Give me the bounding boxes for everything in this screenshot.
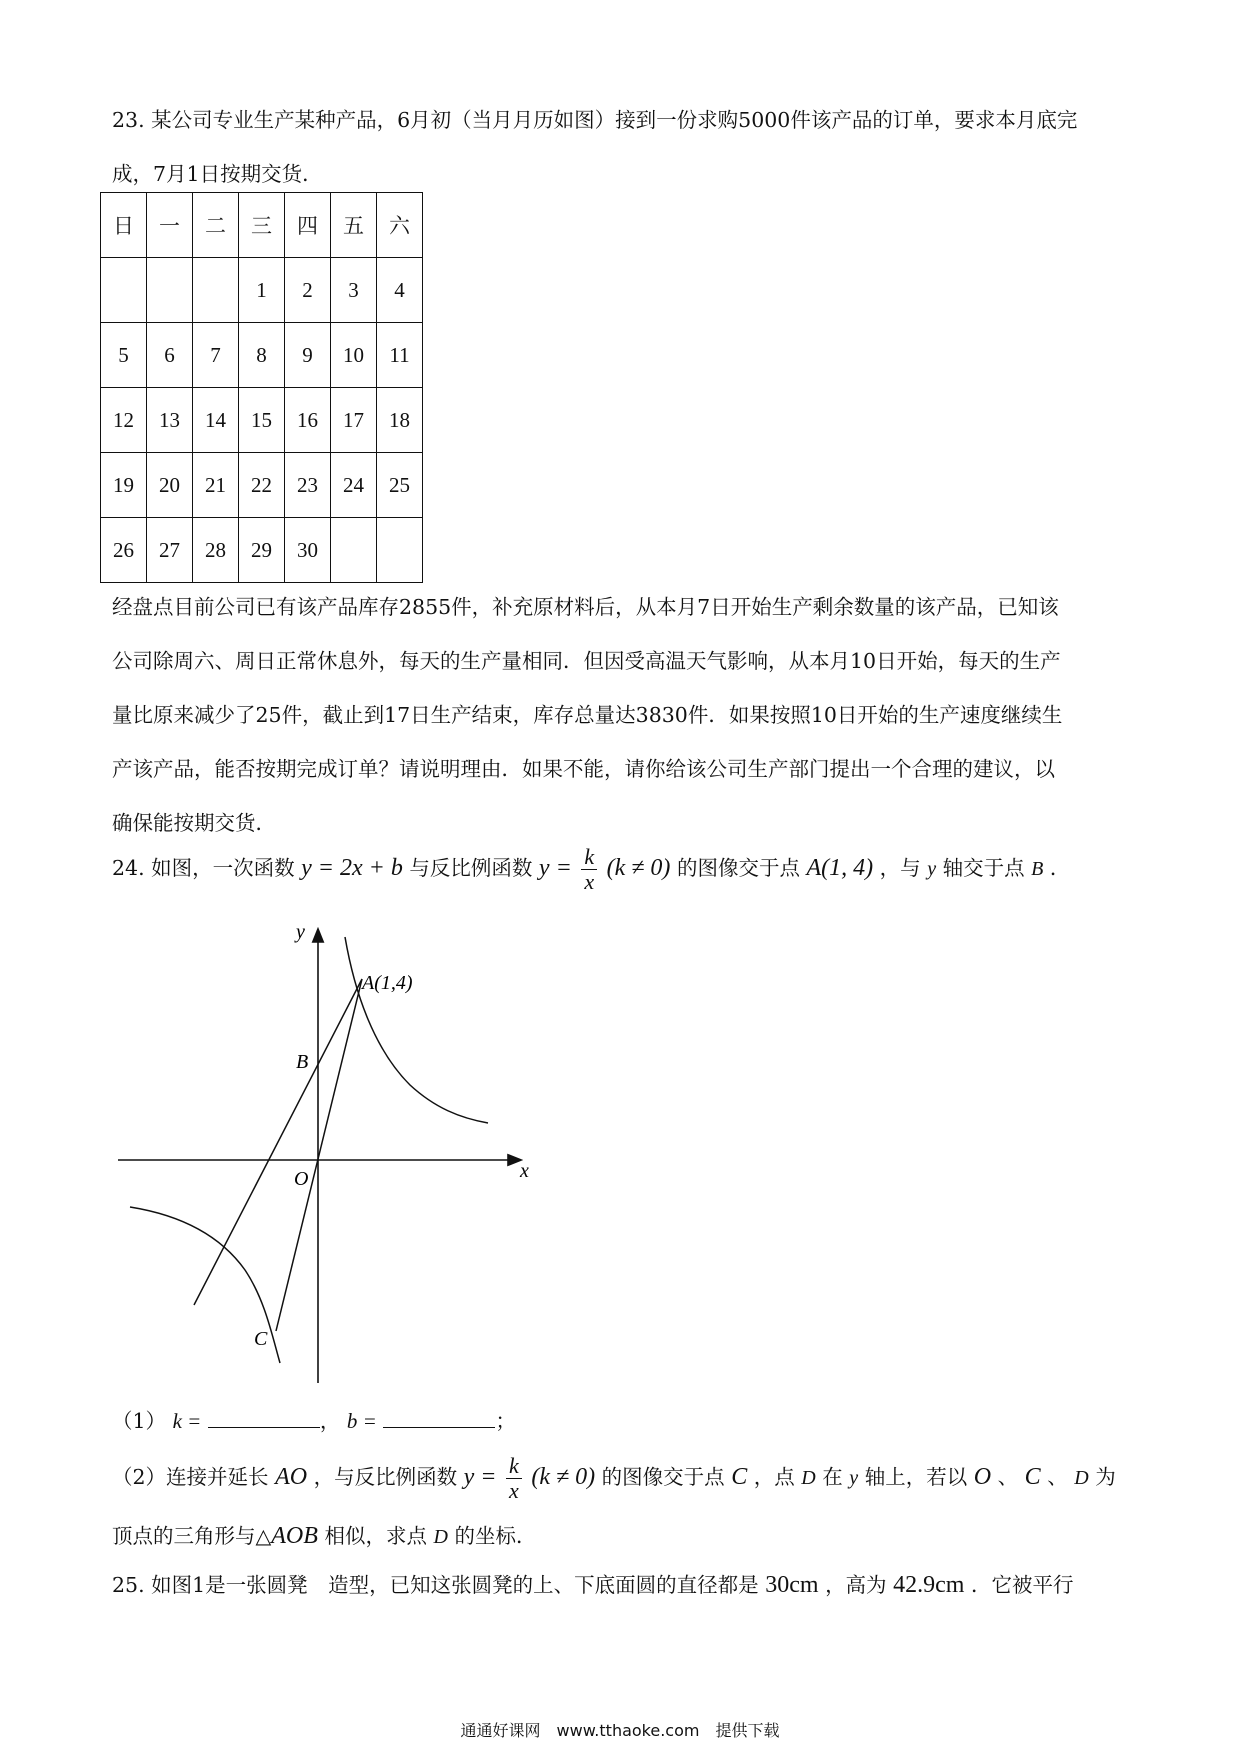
part2-line2-a: 顶点的三角形与 <box>112 1524 256 1548</box>
calendar-week-row <box>101 518 423 583</box>
q25-diameter: 30cm <box>765 1572 819 1598</box>
calendar-week-row <box>101 258 423 323</box>
part1-prefix: （1） <box>112 1409 167 1433</box>
calendar-day-cell <box>101 258 147 323</box>
q24-inverse-lhs: y = <box>538 855 572 881</box>
part2-d: D <box>801 1467 816 1489</box>
calendar-day-cell: 27 <box>147 518 193 583</box>
q23-line-1: 23. 某公司专业生产某种产品，6月初（当月月历如图）接到一份求购5000件该产品的订单，要求本月底完 <box>112 108 1078 132</box>
calendar-day-cell: 4 <box>377 258 423 323</box>
part2-text-f: 轴上，若以 <box>864 1465 968 1489</box>
label-x: x <box>520 1160 529 1182</box>
q24-part1 <box>112 1394 1132 1448</box>
part2-frac-den: x <box>509 1478 519 1503</box>
q24-fraction <box>581 845 597 894</box>
calendar-day-cell: 3 <box>331 258 377 323</box>
part1-b: b = <box>346 1409 377 1433</box>
part2-triangle: AOB <box>271 1523 318 1549</box>
q25-text-c: ．它被平行 <box>970 1573 1074 1597</box>
calendar-day-cell: 17 <box>331 388 377 453</box>
q24-stem-e: 轴交于点 <box>942 856 1025 880</box>
calendar-day-cell: 6 <box>147 323 193 388</box>
part2-text-c: 的图像交于点 <box>601 1465 725 1489</box>
part1-k: k = <box>172 1409 202 1433</box>
part2-line2-b: 相似，求点 <box>324 1524 427 1548</box>
calendar-week-row <box>101 453 423 518</box>
part2-text-h: 、 <box>1047 1465 1068 1489</box>
q24-point-b: B <box>1031 858 1044 880</box>
calendar-day-cell: 26 <box>101 518 147 583</box>
calendar-day-cell: 8 <box>239 323 285 388</box>
q24-y-var: y <box>927 858 937 880</box>
part2-eq: y = <box>463 1464 497 1490</box>
calendar-day-cell: 29 <box>239 518 285 583</box>
calendar-header-cell: 一 <box>147 193 193 258</box>
calendar-header-cell: 日 <box>101 193 147 258</box>
part1-k-blank[interactable] <box>208 1407 320 1428</box>
calendar-day-cell: 30 <box>285 518 331 583</box>
calendar-day-cell: 23 <box>285 453 331 518</box>
calendar-day-cell: 1 <box>239 258 285 323</box>
label-c: C <box>254 1328 268 1350</box>
calendar-week-row <box>101 388 423 453</box>
page-footer: 通通好课网 www.tthaoke.com 提供下载 <box>460 1721 780 1740</box>
calendar-day-cell: 7 <box>193 323 239 388</box>
part1-end: ； <box>495 1409 516 1433</box>
part2-text-i: 为 <box>1095 1465 1116 1489</box>
part2-cond: (k ≠ 0) <box>531 1464 596 1490</box>
q23-body-line-4: 产该产品，能否按期完成订单？请说明理由．如果不能，请你给该公司生产部门提出一个合理的建议，以 <box>112 757 1055 781</box>
calendar-day-cell: 11 <box>377 323 423 388</box>
line-y-2x-b <box>194 979 362 1305</box>
part2-frac-num: k <box>506 1454 522 1479</box>
calendar-day-cell: 9 <box>285 323 331 388</box>
calendar-day-cell: 15 <box>239 388 285 453</box>
q25-text-a: 25. 如图1是一张圆凳 造型，已知这张圆凳的上、下底面圆的直径都是 <box>112 1573 759 1597</box>
q24-linear-equation: y = 2x + b <box>301 855 403 881</box>
part1-b-blank[interactable] <box>383 1407 495 1428</box>
hyperbola-upper-branch <box>345 937 488 1123</box>
part2-text-a: （2）连接并延长 <box>112 1465 269 1489</box>
calendar-day-cell: 25 <box>377 453 423 518</box>
label-b: B <box>296 1051 309 1073</box>
calendar-day-cell: 20 <box>147 453 193 518</box>
calendar-day-cell: 22 <box>239 453 285 518</box>
part2-text-b: ，与反比例函数 <box>313 1465 458 1489</box>
part2-c: C <box>731 1464 748 1490</box>
calendar-header-cell: 五 <box>331 193 377 258</box>
triangle-symbol: △ <box>255 1524 272 1548</box>
q23-body <box>112 580 1132 850</box>
q24-stem-c: 的图像交于点 <box>676 856 800 880</box>
q23-stem <box>112 93 1132 201</box>
calendar-day-cell: 13 <box>147 388 193 453</box>
calendar-day-cell: 28 <box>193 518 239 583</box>
part2-y: y <box>849 1467 859 1489</box>
part2-text-g: 、 <box>997 1465 1019 1489</box>
calendar-day-cell: 5 <box>101 323 147 388</box>
calendar-day-cell: 19 <box>101 453 147 518</box>
part2-o: O <box>973 1464 992 1490</box>
label-a: A(1,4) <box>362 972 413 994</box>
calendar-header-cell: 六 <box>377 193 423 258</box>
calendar-header-cell: 二 <box>193 193 239 258</box>
part2-fraction <box>506 1454 522 1503</box>
calendar-day-cell: 12 <box>101 388 147 453</box>
q23-line-2: 成，7月1日按期交货． <box>112 162 323 186</box>
calendar-day-cell: 21 <box>193 453 239 518</box>
part2-d3: D <box>433 1526 448 1548</box>
q24-stem-b: 与反比例函数 <box>409 856 533 880</box>
calendar-day-cell: 18 <box>377 388 423 453</box>
q25-height: 42.9cm <box>893 1572 965 1598</box>
function-graph <box>110 905 540 1385</box>
calendar-day-cell <box>377 518 423 583</box>
label-y: y <box>296 921 305 943</box>
q24-condition: (k ≠ 0) <box>606 855 671 881</box>
q24-frac-den: x <box>584 869 595 894</box>
q24-stem-d: ，与 <box>879 856 921 880</box>
calendar-week-row <box>101 323 423 388</box>
part2-ao: AO <box>275 1464 308 1490</box>
calendar-day-cell <box>193 258 239 323</box>
q24-stem-f: ． <box>1049 856 1071 880</box>
calendar-day-cell <box>331 518 377 583</box>
q23-body-line-5: 确保能按期交货． <box>112 811 276 835</box>
q24-part2 <box>112 1448 1132 1566</box>
june-calendar <box>100 192 423 583</box>
q24-point-a: A(1, 4) <box>806 855 874 881</box>
calendar-header-cell: 四 <box>285 193 331 258</box>
q23-body-line-2: 公司除周六、周日正常休息外，每天的生产量相同．但因受高温天气影响，从本月10日开始，每天的生产 <box>112 649 1061 673</box>
part2-text-e: 在 <box>822 1465 843 1489</box>
calendar-header-cell: 三 <box>239 193 285 258</box>
q25-text-b: ，高为 <box>825 1573 887 1597</box>
calendar-day-cell: 10 <box>331 323 377 388</box>
calendar-day-cell: 14 <box>193 388 239 453</box>
part2-c2: C <box>1024 1464 1041 1490</box>
q23-body-line-1: 经盘点目前公司已有该产品库存2855件，补充原材料后，从本月7日开始生产剩余数量的该产品，已知该 <box>112 595 1059 619</box>
part2-d2: D <box>1074 1467 1089 1489</box>
calendar-day-cell: 16 <box>285 388 331 453</box>
line-ao <box>276 979 362 1331</box>
part2-text-d: ，点 <box>753 1465 795 1489</box>
calendar-day-cell: 2 <box>285 258 331 323</box>
q23-body-line-3: 量比原来减少了25件，截止到17日生产结束，库存总量达3830件．如果按照10日开始的生产速度继续生 <box>112 703 1063 727</box>
q24-frac-num: k <box>581 845 597 870</box>
q25-stem <box>112 1558 1132 1612</box>
part1-sep: ， <box>319 1409 341 1433</box>
calendar-day-cell: 24 <box>331 453 377 518</box>
q24-stem-a: 24. 如图，一次函数 <box>112 856 295 880</box>
calendar-day-cell <box>147 258 193 323</box>
label-o: O <box>294 1168 309 1190</box>
part2-line2-c: 的坐标． <box>454 1524 537 1548</box>
calendar-header-row <box>101 193 423 258</box>
q24-stem <box>112 838 1132 899</box>
